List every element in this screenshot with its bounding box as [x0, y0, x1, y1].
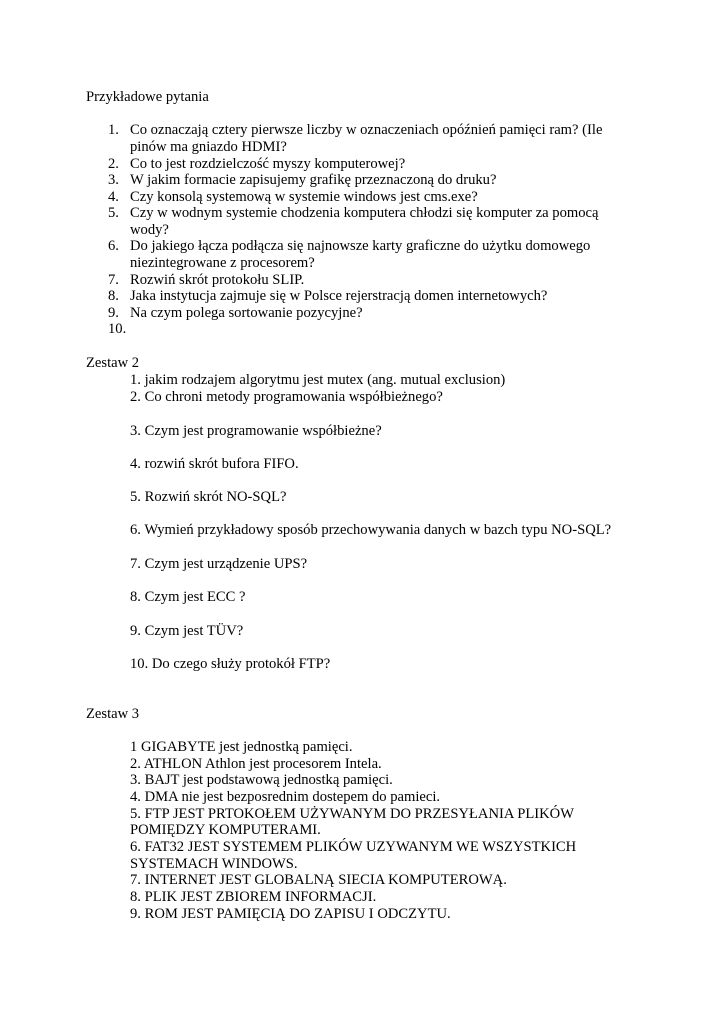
question-text: Jaka instytucja zajmuje się w Polsce rejerstracją domen internetowych?: [130, 288, 548, 304]
question-text: Co to jest rozdzielczość myszy komputerowej?: [130, 156, 406, 172]
zestaw2-question: 9. Czym jest TÜV?: [130, 623, 244, 639]
zestaw3-statement: 7. INTERNET JEST GLOBALNĄ SIECIA KOMPUTEROWĄ.: [130, 872, 507, 888]
zestaw3-statement: 5. FTP JEST PRTOKOŁEM UŻYWANYM DO PRZESYŁANIA PLIKÓW: [130, 806, 574, 822]
zestaw2-question: 5. Rozwiń skrót NO-SQL?: [130, 489, 287, 505]
zestaw3-statement: 8. PLIK JEST ZBIOREM INFORMACJI.: [130, 889, 377, 905]
zestaw3-statement: 9. ROM JEST PAMIĘCIĄ DO ZAPISU I ODCZYTU.: [130, 906, 451, 922]
question-number: 5.: [108, 205, 119, 221]
question-text: pinów ma gniazdo HDMI?: [130, 139, 287, 155]
question-text: Czy w wodnym systemie chodzenia komputera chłodzi się komputer za pomocą: [130, 205, 599, 221]
question-text: Rozwiń skrót protokołu SLIP.: [130, 272, 305, 288]
question-text: W jakim formacie zapisujemy grafikę przeznaczoną do druku?: [130, 172, 497, 188]
zestaw2-question: 7. Czym jest urządzenie UPS?: [130, 556, 308, 572]
zestaw2-question: 6. Wymień przykładowy sposób przechowywania danych w bazch typu NO-SQL?: [130, 522, 612, 538]
question-text: Czy konsolą systemową w systemie windows jest cms.exe?: [130, 189, 478, 205]
question-number: 3.: [108, 172, 119, 188]
zestaw2-question: 4. rozwiń skrót bufora FIFO.: [130, 456, 299, 472]
section2-heading: Zestaw 2: [86, 355, 140, 371]
zestaw3-statement: SYSTEMACH WINDOWS.: [130, 856, 298, 872]
question-text: Co oznaczają cztery pierwsze liczby w oznaczeniach opóźnień pamięci ram? (Ile: [130, 122, 603, 138]
question-number: 10.: [108, 321, 127, 337]
zestaw3-statement: 6. FAT32 JEST SYSTEMEM PLIKÓW UZYWANYM WE WSZYSTKICH: [130, 839, 577, 855]
zestaw2-question: 2. Co chroni metody programowania współbieżnego?: [130, 389, 443, 405]
zestaw3-statement: 2. ATHLON Athlon jest procesorem Intela.: [130, 756, 382, 772]
zestaw2-question: 8. Czym jest ECC ?: [130, 589, 246, 605]
zestaw2-question: 1. jakim rodzajem algorytmu jest mutex (ang. mutual exclusion): [130, 372, 506, 388]
question-text: niezintegrowane z procesorem?: [130, 255, 315, 271]
zestaw3-statement: 3. BAJT jest podstawową jednostką pamięci.: [130, 772, 393, 788]
zestaw3-statement: POMIĘDZY KOMPUTERAMI.: [130, 822, 321, 838]
section1-heading: Przykładowe pytania: [86, 89, 209, 105]
question-number: 2.: [108, 156, 119, 172]
zestaw3-statement: 1 GIGABYTE jest jednostką pamięci.: [130, 739, 353, 755]
question-number: 4.: [108, 189, 119, 205]
question-number: 9.: [108, 305, 119, 321]
question-number: 7.: [108, 272, 119, 288]
zestaw2-question: 3. Czym jest programowanie współbieżne?: [130, 423, 382, 439]
zestaw2-question: 10. Do czego służy protokół FTP?: [130, 656, 331, 672]
section3-heading: Zestaw 3: [86, 706, 140, 722]
question-number: 8.: [108, 288, 119, 304]
question-number: 6.: [108, 238, 119, 254]
question-text: wody?: [130, 222, 169, 238]
question-text: Na czym polega sortowanie pozycyjne?: [130, 305, 363, 321]
question-text: Do jakiego łącza podłącza się najnowsze karty graficzne do użytku domowego: [130, 238, 591, 254]
question-number: 1.: [108, 122, 119, 138]
zestaw3-statement: 4. DMA nie jest bezposrednim dostepem do pamieci.: [130, 789, 441, 805]
